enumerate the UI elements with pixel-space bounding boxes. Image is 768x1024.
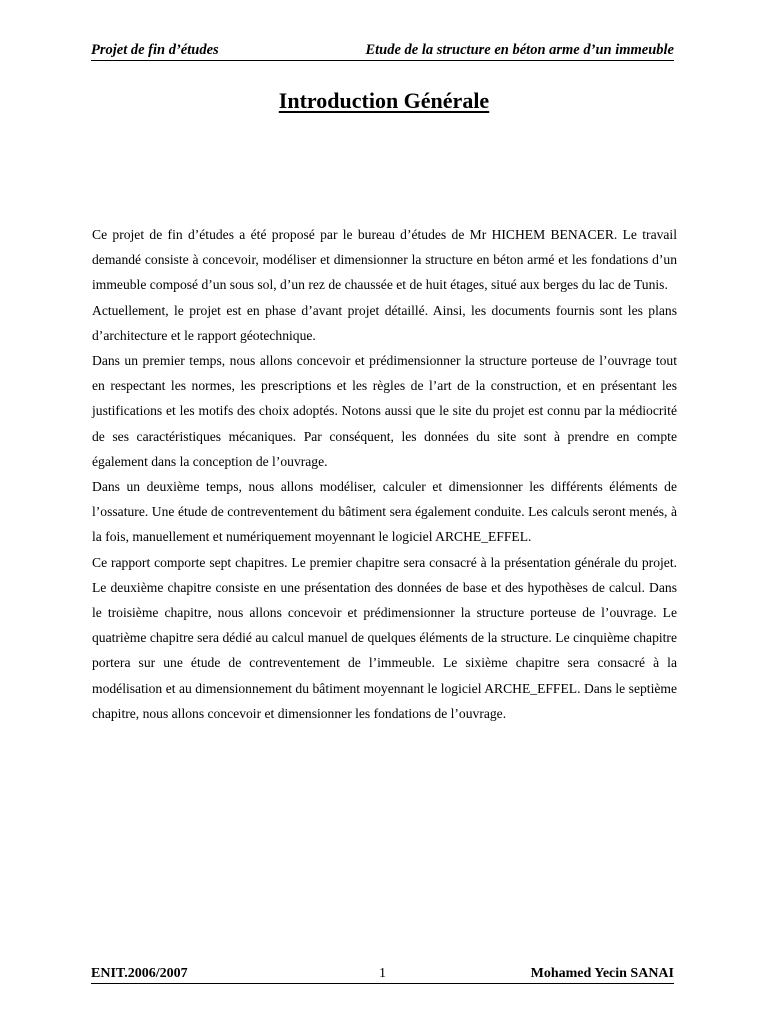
page-title [0, 87, 768, 115]
paragraph-3: Dans un premier temps, nous allons concevoir et prédimensionner la structure porteuse de l’ouvrage tout en respectant les normes, les prescriptions et les règles de l’art de la construction, et en présentant les justifications et les motifs des choix adoptés. Notons aussi que le site du projet est connu par la médiocrité de ses caractéristiques mécaniques. Par conséquent, les données du site sont à prendre en compte également dans la conception de l’ouvrage. [92, 353, 677, 469]
header-document-subject: Etude de la structure en béton arme d’un immeuble [365, 42, 674, 58]
page-header [91, 42, 674, 61]
header-project-label: Projet de fin d’études [91, 42, 219, 58]
paragraph-1: Ce projet de fin d’études a été proposé par le bureau d’études de Mr HICHEM BENACER. Le travail demandé consiste à concevoir, modéliser et dimensionner la structure en béton armé et les fondations d’un immeuble composé d’un sous sol, d’un rez de chaussée et de huit étages, situé aux berges du lac de Tunis. [92, 227, 677, 293]
document-body [92, 222, 677, 726]
paragraph-2: Actuellement, le projet est en phase d’avant projet détaillé. Ainsi, les documents fournis sont les plans d’architecture et le rapport géotechnique. [92, 302, 677, 343]
paragraph-4: Dans un deuxième temps, nous allons modéliser, calculer et dimensionner les différents éléments de l’ossature. Une étude de contreventement du bâtiment sera également conduite. Les calculs seront menés, à la fois, manuellement et numériquement moyennant le logiciel ARCHE_EFFEL. [92, 479, 677, 545]
page-title-text: Introduction Générale [278, 88, 490, 113]
paragraph-5: Ce rapport comporte sept chapitres. Le premier chapitre sera consacré à la présentation générale du projet. Le deuxième chapitre consiste en une présentation des données de base et des hypothèses de calcul. Dans le troisième chapitre, nous allons concevoir et prédimensionner la structure porteuse de l’ouvrage. Le quatrième chapitre sera dédié au calcul manuel de quelques éléments de la structure. Le cinquième chapitre portera sur une étude de contreventement de l’immeuble. Le sixième chapitre sera consacré à la modélisation et au dimensionnement du bâtiment moyennant le logiciel ARCHE_EFFEL. Dans le septième chapitre, nous allons concevoir et dimensionner les fondations de l’ouvrage. [92, 554, 677, 721]
page-number: 1 [379, 966, 386, 981]
page-footer [91, 965, 674, 984]
footer-author: Mohamed Yecin SANAI [530, 966, 674, 981]
footer-school-year: ENIT.2006/2007 [91, 966, 188, 981]
